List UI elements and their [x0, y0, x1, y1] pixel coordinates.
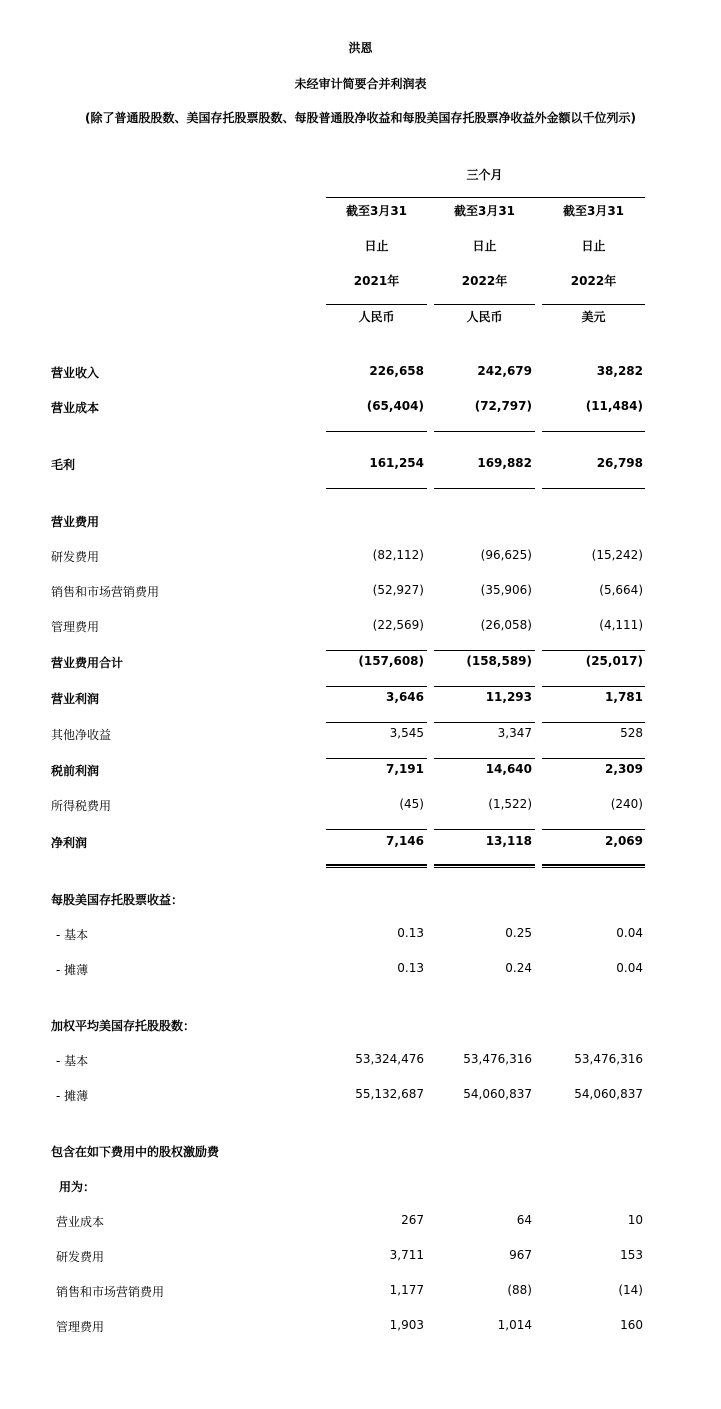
row-value-2022-usd: 0.04: [616, 961, 643, 975]
row-sbc-sales: [0, 1283, 721, 1299]
company-name: 洪恩: [348, 41, 373, 55]
row-value-2021-rmb: (65,404): [366, 399, 424, 413]
col1-line2: 日止: [364, 239, 389, 253]
row-value-2022-usd: (25,017): [585, 654, 643, 668]
row-value-2022-rmb: 13,118: [485, 834, 532, 848]
statement-subtitle: (除了普通股股数、美国存托股票股数、每股普通股净收益和每股美国存托股票净收益外金额以千位列示): [85, 111, 636, 125]
rule-gross-profit-col3: [542, 488, 645, 489]
row-value-2022-rmb: (158,589): [466, 654, 532, 668]
col3-currency: 美元: [581, 310, 606, 324]
row-value-2022-usd: 26,798: [596, 456, 643, 470]
row-value-2022-rmb: (1,522): [488, 797, 532, 811]
row-value-2022-rmb: 242,679: [477, 364, 532, 378]
rule-cost-of-revenue-col1: [326, 431, 427, 432]
row-label: 其他净收益: [51, 728, 112, 742]
row-value-2022-rmb: 11,293: [485, 690, 532, 704]
row-label: 研发费用: [51, 550, 100, 564]
row-operating-profit: [0, 690, 721, 706]
row-label: 营业利润: [51, 692, 100, 706]
row-label: - 基本: [56, 928, 89, 942]
row-value-2022-usd: 1,781: [605, 690, 643, 704]
section-label: 加权平均美国存托股股数：: [51, 1019, 196, 1033]
col1-year-rule: [326, 304, 427, 305]
row-ads-header: [0, 1017, 721, 1033]
row-value-2021-rmb: 267: [401, 1213, 424, 1227]
row-income-tax: [0, 797, 721, 813]
row-value-2022-usd: 54,060,837: [574, 1087, 643, 1101]
col1-line1: 截至3月31: [345, 204, 408, 218]
section-label: 每股美国存托股票收益：: [51, 893, 184, 907]
row-gross-profit: [0, 456, 721, 472]
col3-line2: 日止: [581, 239, 606, 253]
section-label: 营业费用: [51, 515, 100, 529]
row-value-2022-usd: 528: [620, 726, 643, 740]
rule-operating-profit-col2: [434, 722, 535, 723]
row-eps-diluted: [0, 961, 721, 977]
row-label: 营业费用合计: [51, 656, 124, 670]
col2-currency: 人民币: [466, 310, 503, 324]
row-label: 营业成本: [51, 401, 100, 415]
col2-year: 2022年: [461, 274, 508, 288]
rule-opex-total-col1: [326, 686, 427, 687]
rule-opex-total-col2: [434, 686, 535, 687]
row-pretax-profit: [0, 762, 721, 778]
row-label: 销售和市场营销费用: [56, 1285, 165, 1299]
row-label: 营业收入: [51, 366, 100, 380]
row-label: 营业成本: [56, 1215, 105, 1229]
row-value-2021-rmb: 3,711: [389, 1248, 424, 1262]
row-opex-total: [0, 654, 721, 670]
rule-admin-col2: [434, 650, 535, 651]
row-value-2021-rmb: 161,254: [369, 456, 424, 470]
row-value-2022-usd: 2,309: [605, 762, 643, 776]
rule-other-income-col3: [542, 758, 645, 759]
row-value-2021-rmb: 0.13: [397, 961, 424, 975]
row-value-2022-rmb: 64: [516, 1213, 532, 1227]
col1-currency: 人民币: [358, 310, 395, 324]
row-ads-diluted: [0, 1087, 721, 1103]
rule-cost-of-revenue-col2: [434, 431, 535, 432]
period-header-rule: [326, 197, 645, 198]
row-value-2022-rmb: 169,882: [477, 456, 532, 470]
col1-year: 2021年: [353, 274, 400, 288]
row-sales-marketing: [0, 583, 721, 599]
row-value-2022-usd: 38,282: [596, 364, 643, 378]
row-value-2021-rmb: (45): [399, 797, 424, 811]
row-label: 毛利: [51, 458, 76, 472]
rule-gross-profit-col1: [326, 488, 427, 489]
row-value-2022-rmb: 54,060,837: [463, 1087, 532, 1101]
rule-other-income-col1: [326, 758, 427, 759]
row-ads-basic: [0, 1052, 721, 1068]
row-label: 管理费用: [51, 620, 100, 634]
col3-line1: 截至3月31: [562, 204, 625, 218]
row-sbc-admin: [0, 1318, 721, 1334]
row-sbc-cost: [0, 1213, 721, 1229]
row-label: 销售和市场营销费用: [51, 585, 160, 599]
row-value-2021-rmb: 1,903: [389, 1318, 424, 1332]
row-value-2022-usd: 160: [620, 1318, 643, 1332]
row-value-2022-usd: 153: [620, 1248, 643, 1262]
row-value-2022-rmb: 53,476,316: [463, 1052, 532, 1066]
row-value-2022-rmb: (88): [507, 1283, 532, 1297]
row-label: 税前利润: [51, 764, 100, 778]
section-label: 用为：: [59, 1180, 96, 1194]
row-label: 研发费用: [56, 1250, 105, 1264]
row-value-2022-usd: 0.04: [616, 926, 643, 940]
row-value-2022-rmb: 1,014: [497, 1318, 532, 1332]
row-label: - 摊薄: [56, 963, 89, 977]
row-value-2021-rmb: (157,608): [358, 654, 424, 668]
rule-admin-col3: [542, 650, 645, 651]
rule-income-tax-col3: [542, 829, 645, 830]
row-eps-basic: [0, 926, 721, 942]
rule-other-income-col2: [434, 758, 535, 759]
row-value-2022-rmb: 0.25: [505, 926, 532, 940]
row-label: - 基本: [56, 1054, 89, 1068]
row-value-2021-rmb: 3,545: [389, 726, 424, 740]
row-value-2022-rmb: 3,347: [497, 726, 532, 740]
row-value-2021-rmb: 7,146: [386, 834, 424, 848]
rule-gross-profit-col2: [434, 488, 535, 489]
row-value-2022-rmb: 967: [509, 1248, 532, 1262]
row-label: - 摊薄: [56, 1089, 89, 1103]
row-value-2021-rmb: (82,112): [372, 548, 424, 562]
double-rule-net-profit-col1: [326, 864, 427, 866]
row-value-2021-rmb: 7,191: [386, 762, 424, 776]
col2-line2: 日止: [472, 239, 497, 253]
col3-year: 2022年: [570, 274, 617, 288]
row-value-2022-usd: 53,476,316: [574, 1052, 643, 1066]
row-value-2022-usd: 2,069: [605, 834, 643, 848]
row-value-2021-rmb: 55,132,687: [355, 1087, 424, 1101]
row-value-2022-rmb: (72,797): [474, 399, 532, 413]
row-label: 所得税费用: [51, 799, 112, 813]
row-net-profit: [0, 834, 721, 850]
row-opex-header: [0, 513, 721, 529]
row-admin: [0, 618, 721, 634]
row-value-2022-usd: (11,484): [585, 399, 643, 413]
double-rule-net-profit-col2-b: [434, 867, 535, 868]
row-value-2022-rmb: 0.24: [505, 961, 532, 975]
row-value-2021-rmb: 53,324,476: [355, 1052, 424, 1066]
rule-operating-profit-col1: [326, 722, 427, 723]
row-label: 净利润: [51, 836, 88, 850]
row-value-2022-usd: (15,242): [591, 548, 643, 562]
statement-title: 未经审计简要合并利润表: [294, 77, 427, 91]
row-value-2022-usd: (240): [610, 797, 643, 811]
row-value-2022-usd: (5,664): [599, 583, 643, 597]
rule-opex-total-col3: [542, 686, 645, 687]
row-label: 管理费用: [56, 1320, 105, 1334]
col2-line1: 截至3月31: [453, 204, 516, 218]
row-value-2021-rmb: 226,658: [369, 364, 424, 378]
rule-cost-of-revenue-col3: [542, 431, 645, 432]
double-rule-net-profit-col3-b: [542, 867, 645, 868]
row-cost-of-revenue: [0, 399, 721, 415]
row-eps-header: [0, 891, 721, 907]
rule-operating-profit-col3: [542, 722, 645, 723]
row-value-2021-rmb: 1,177: [389, 1283, 424, 1297]
row-value-2022-rmb: (96,625): [480, 548, 532, 562]
row-sbc-rd: [0, 1248, 721, 1264]
row-rd: [0, 548, 721, 564]
period-header: 三个月: [466, 168, 503, 182]
row-value-2021-rmb: (22,569): [372, 618, 424, 632]
row-value-2022-rmb: 14,640: [485, 762, 532, 776]
row-value-2021-rmb: 0.13: [397, 926, 424, 940]
rule-income-tax-col1: [326, 829, 427, 830]
row-value-2022-usd: (4,111): [599, 618, 643, 632]
double-rule-net-profit-col2: [434, 864, 535, 866]
row-value-2022-usd: (14): [618, 1283, 643, 1297]
row-value-2022-usd: 10: [627, 1213, 643, 1227]
row-revenue: [0, 364, 721, 380]
rule-admin-col1: [326, 650, 427, 651]
rule-income-tax-col2: [434, 829, 535, 830]
double-rule-net-profit-col1-b: [326, 867, 427, 868]
double-rule-net-profit-col3: [542, 864, 645, 866]
row-value-2022-rmb: (26,058): [480, 618, 532, 632]
row-value-2021-rmb: 3,646: [386, 690, 424, 704]
row-other-income: [0, 726, 721, 742]
row-value-2021-rmb: (52,927): [372, 583, 424, 597]
col3-year-rule: [542, 304, 645, 305]
row-value-2022-rmb: (35,906): [480, 583, 532, 597]
col2-year-rule: [434, 304, 535, 305]
row-sbc-header: [0, 1143, 721, 1159]
row-sbc-subheader: [0, 1178, 721, 1194]
section-label: 包含在如下费用中的股权激励费: [51, 1145, 220, 1159]
